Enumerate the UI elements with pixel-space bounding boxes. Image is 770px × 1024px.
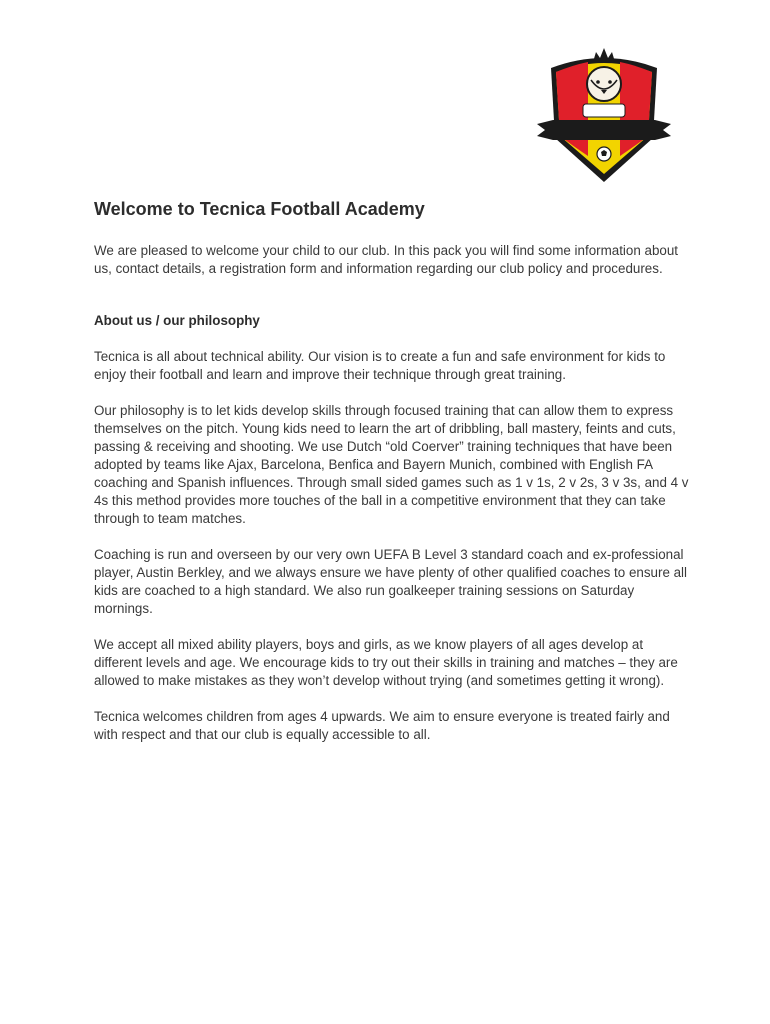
- paragraph: Coaching is run and overseen by our very own UEFA B Level 3 standard coach and ex-professional player, Austin Berkley, and we always ensure we have plenty of other qualified coaches to ensure all kids are coached to a high standard. We also run goalkeeper training sessions on Saturday mornings.: [94, 547, 688, 616]
- intro-paragraph: We are pleased to welcome your child to our club. In this pack you will find some information about us, contact details, a registration form and information regarding our club policy and procedures.: [94, 243, 679, 276]
- paragraph: Tecnica welcomes children from ages 4 upwards. We aim to ensure everyone is treated fairly and with respect and that our club is equally accessible to all.: [94, 709, 670, 742]
- page-title: Welcome to Tecnica Football Academy: [94, 199, 425, 219]
- paragraph: Our philosophy is to let kids develop skills through focused training that can allow them to express themselves on the pitch. Young kids need to learn the art of dribbling, ball mastery, feints and cuts, passing & receiving and shooting. We use Dutch “old Coerver” training techniques that have been adopted by teams like Ajax, Barcelona, Benfica and Bayern Munich, combined with English FA coaching and Spanish influences. Through small sided games such as 1 v 1s, 2 v 2s, 3 v 3s, and 4 v 4s this method provides more touches of the ball in a competitive environment that they can take through to team matches.: [94, 403, 689, 526]
- document-body: [94, 196, 694, 762]
- paragraph: We accept all mixed ability players, boys and girls, as we know players of all ages develop at different levels and age. We encourage kids to try out their skills in training and matches – they are allowed to make mistakes as they won’t develop without trying (and sometimes getting it wrong).: [94, 637, 678, 688]
- tecnica-logo: [533, 40, 675, 182]
- paragraph: Tecnica is all about technical ability. Our vision is to create a fun and safe environment for kids to enjoy their football and learn and improve their technique through great training.: [94, 349, 666, 382]
- section-heading: About us / our philosophy: [94, 313, 260, 328]
